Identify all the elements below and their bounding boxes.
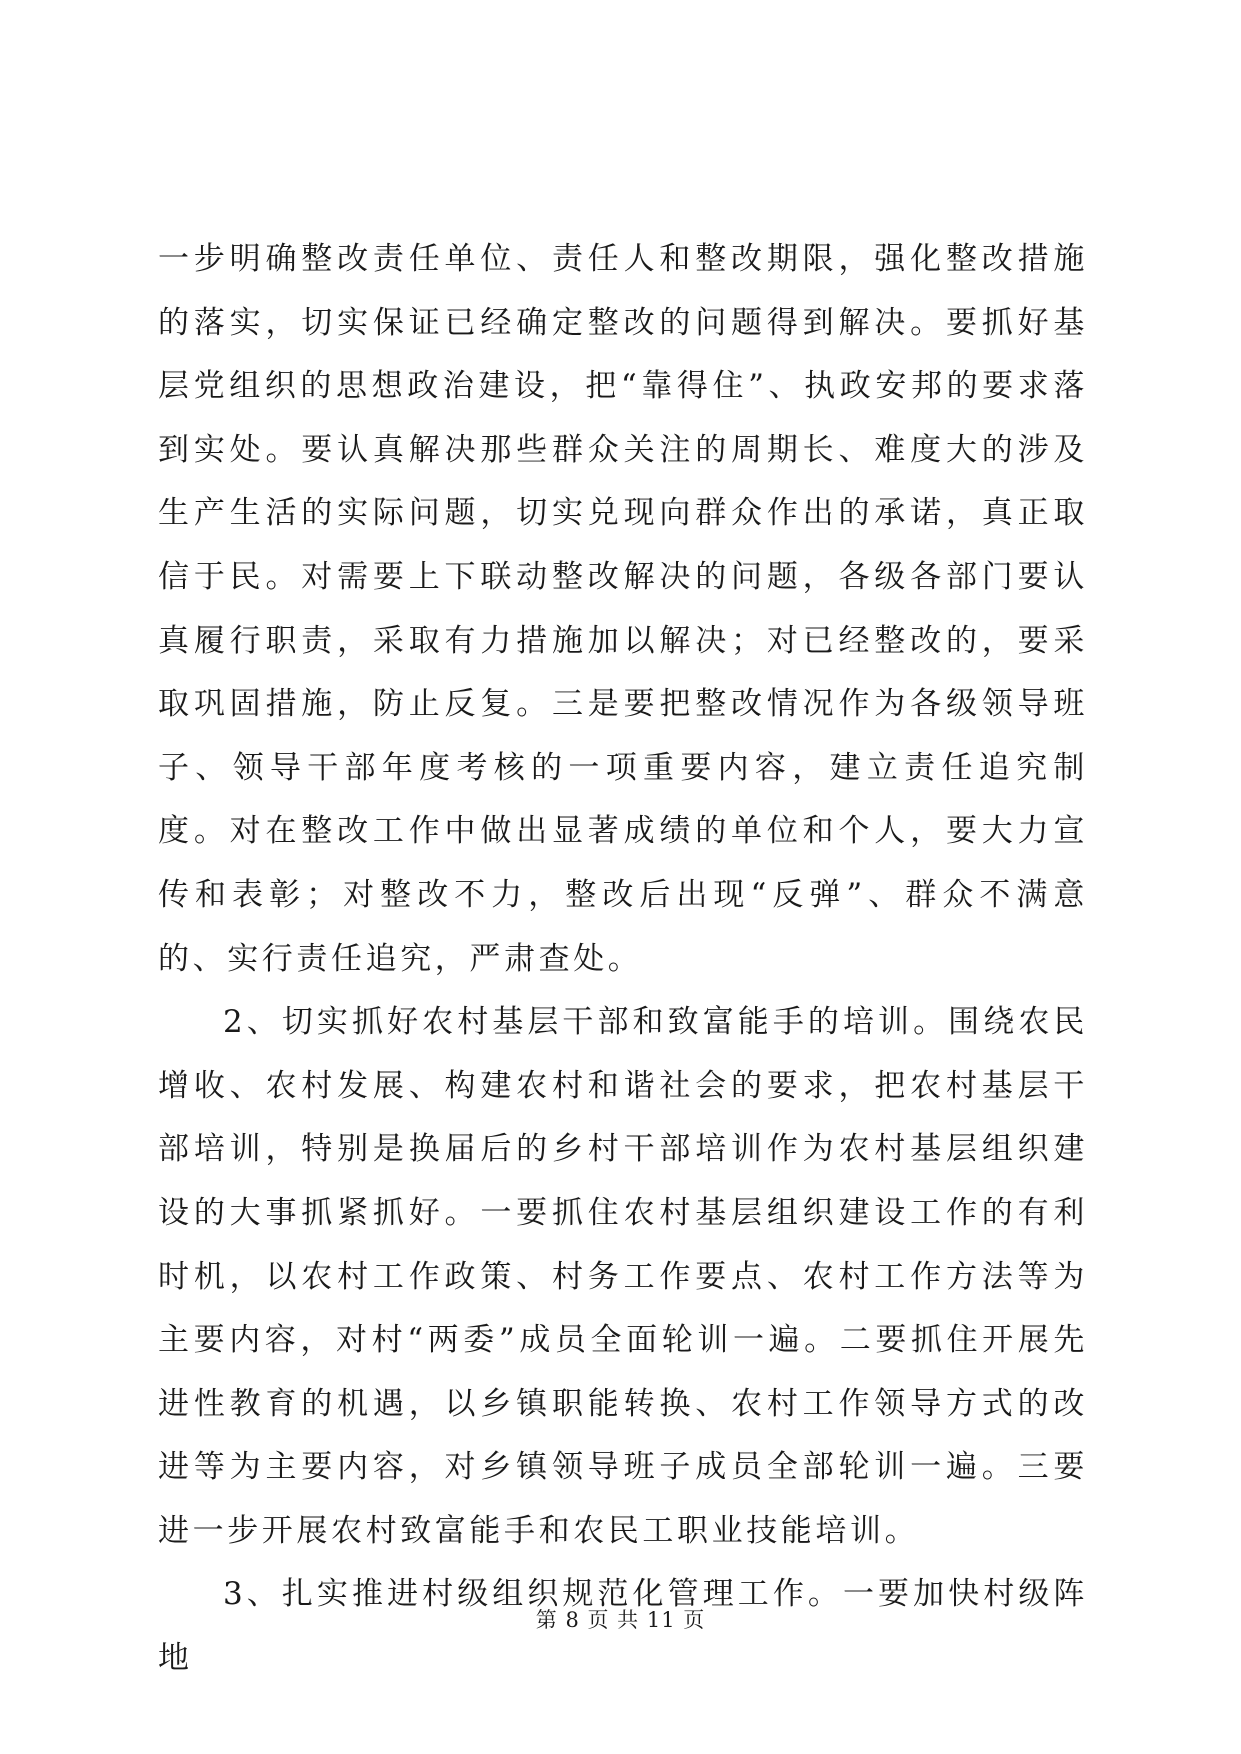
document-body bbox=[158, 228, 1088, 1691]
page-number-footer: 第 8 页 共 11 页 bbox=[535, 1608, 706, 1632]
paragraph-2: 2、切实抓好农村基层干部和致富能手的培训。围绕农民增收、农村发展、构建农村和谐社会的要求，把农村基层干部培训，特别是换届后的乡村干部培训作为农村基层组织建设的大事抓紧抓好。一要抓住农村基层组织建设工作的有利时机，以农村工作政策、村务工作要点、农村工作方法等为主要内容，对村“两委”成员全面轮训一遍。二要抓住开展先进性教育的机遇，以乡镇职能转换、农村工作领导方式的改进等为主要内容，对乡镇领导班子成员全部轮训一遍。三要进一步开展农村致富能手和农民工职业技能培训。 bbox=[158, 1004, 1088, 1549]
paragraph-1: 一步明确整改责任单位、责任人和整改期限，强化整改措施的落实，切实保证已经确定整改的问题得到解决。要抓好基层党组织的思想政治建设，把“靠得住”、执政安邦的要求落到实处。要认真解决那些群众关注的周期长、难度大的涉及生产生活的实际问题，切实兑现向群众作出的承诺，真正取信于民。对需要上下联动整改解决的问题，各级各部门要认真履行职责，采取有力措施加以解决；对已经整改的，要采取巩固措施，防止反复。三是要把整改情况作为各级领导班子、领导干部年度考核的一项重要内容，建立责任追究制度。对在整改工作中做出显著成绩的单位和个人，要大力宣传和表彰；对整改不力，整改后出现“反弹”、群众不满意的、实行责任追究，严肃查处。 bbox=[158, 241, 1088, 977]
paragraph-3: 3、扎实推进村级组织规范化管理工作。一要加快村级阵地 bbox=[158, 1576, 1088, 1677]
